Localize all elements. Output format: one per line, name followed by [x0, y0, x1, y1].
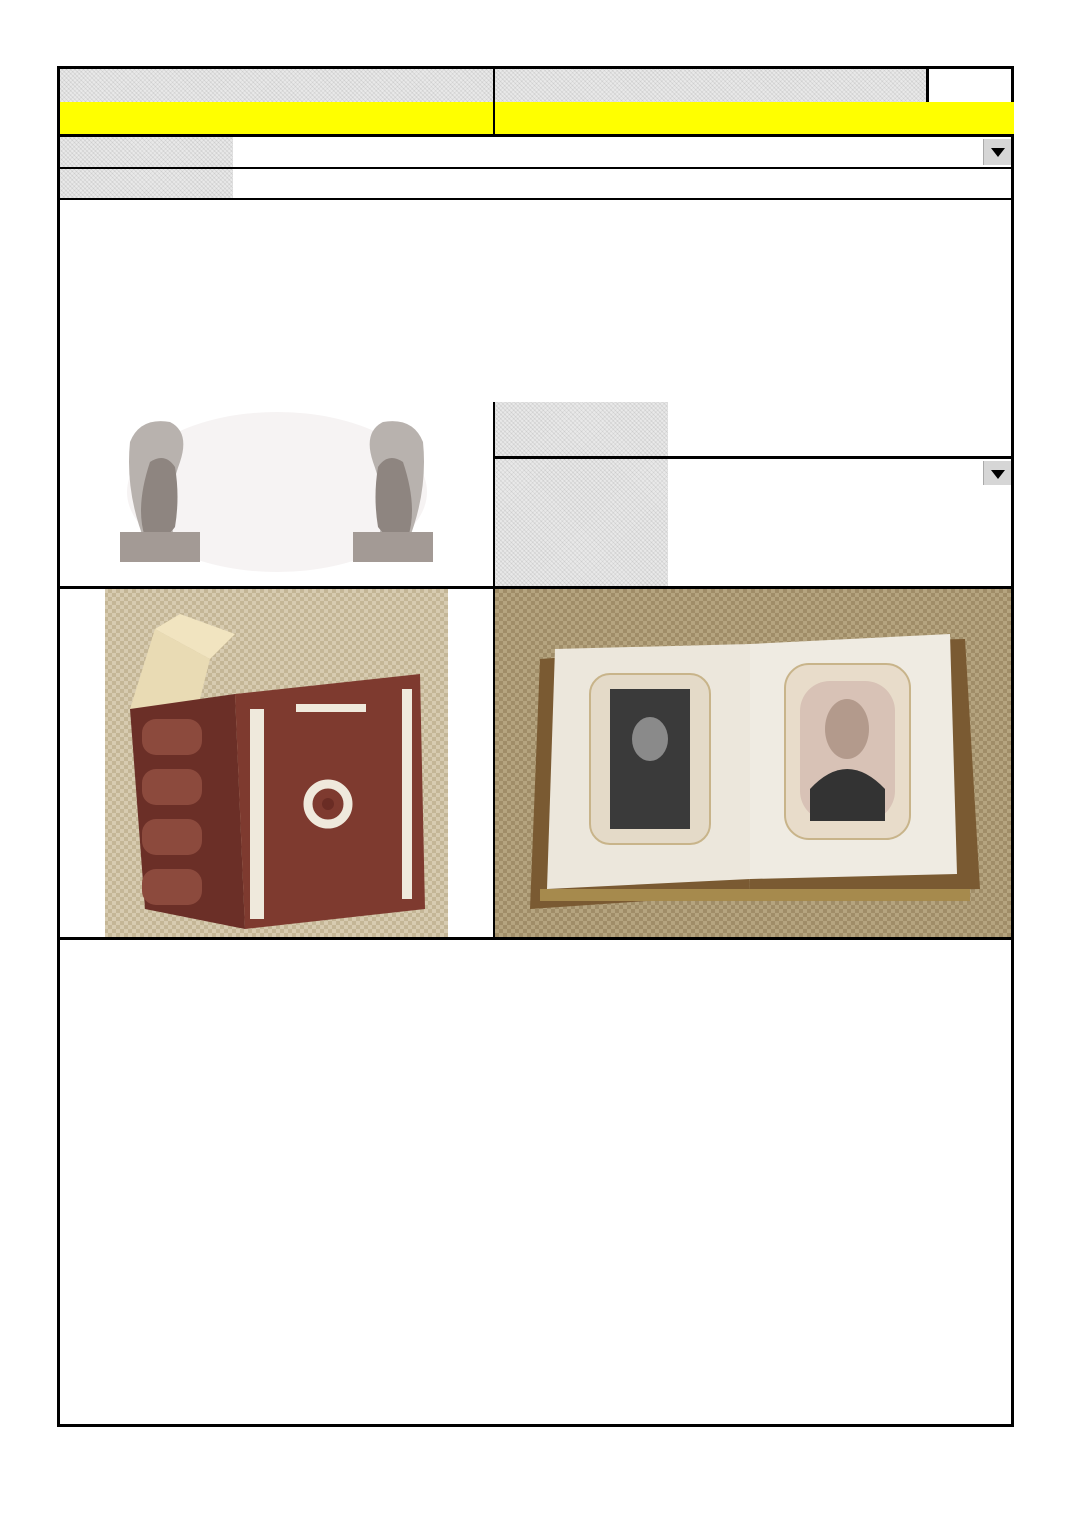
bemerkungen-value-cell [668, 402, 1011, 456]
chevron-down-icon[interactable] [983, 139, 1011, 165]
kameraname-value-cell [495, 102, 1014, 134]
header-divider [493, 69, 495, 136]
carte-de-visite-logo [60, 402, 493, 587]
hersteller-value [60, 107, 64, 128]
album-open-image [495, 589, 1011, 937]
kameraname-label [495, 75, 499, 96]
objektiv-value [233, 173, 238, 194]
zubehoer-value [668, 462, 673, 483]
zubehoer-label-cell [495, 459, 668, 586]
footer-row [60, 1400, 1011, 1427]
rule [60, 198, 1011, 200]
kameratyp-label-cell [60, 137, 233, 167]
rule [60, 937, 1011, 940]
zubehoer-select[interactable] [668, 459, 1011, 586]
kameratyp-label [60, 141, 64, 162]
hersteller-value-cell [60, 102, 493, 134]
objektiv-value-cell [233, 169, 1011, 198]
objektiv-label-cell [60, 169, 233, 198]
chevron-down-icon[interactable] [983, 461, 1011, 485]
bemerkungen-label-cell [495, 402, 668, 456]
logo-image [60, 402, 493, 587]
zubehoer-label [495, 462, 499, 483]
hersteller-label-cell [60, 69, 493, 102]
hersteller-label [60, 75, 64, 96]
camera-record-sheet [57, 66, 1014, 1427]
bemerkungen-value [668, 405, 673, 426]
kameratyp-select[interactable] [233, 137, 1011, 167]
nr-cell [926, 69, 1014, 102]
album-closed-image [60, 589, 493, 937]
kameraname-label-cell [495, 69, 926, 102]
objektiv-label [60, 173, 64, 194]
bemerkungen-label [495, 405, 499, 426]
kameraname-value [495, 107, 499, 128]
album-closed-photo [60, 589, 493, 937]
album-open-photo [495, 589, 1011, 937]
